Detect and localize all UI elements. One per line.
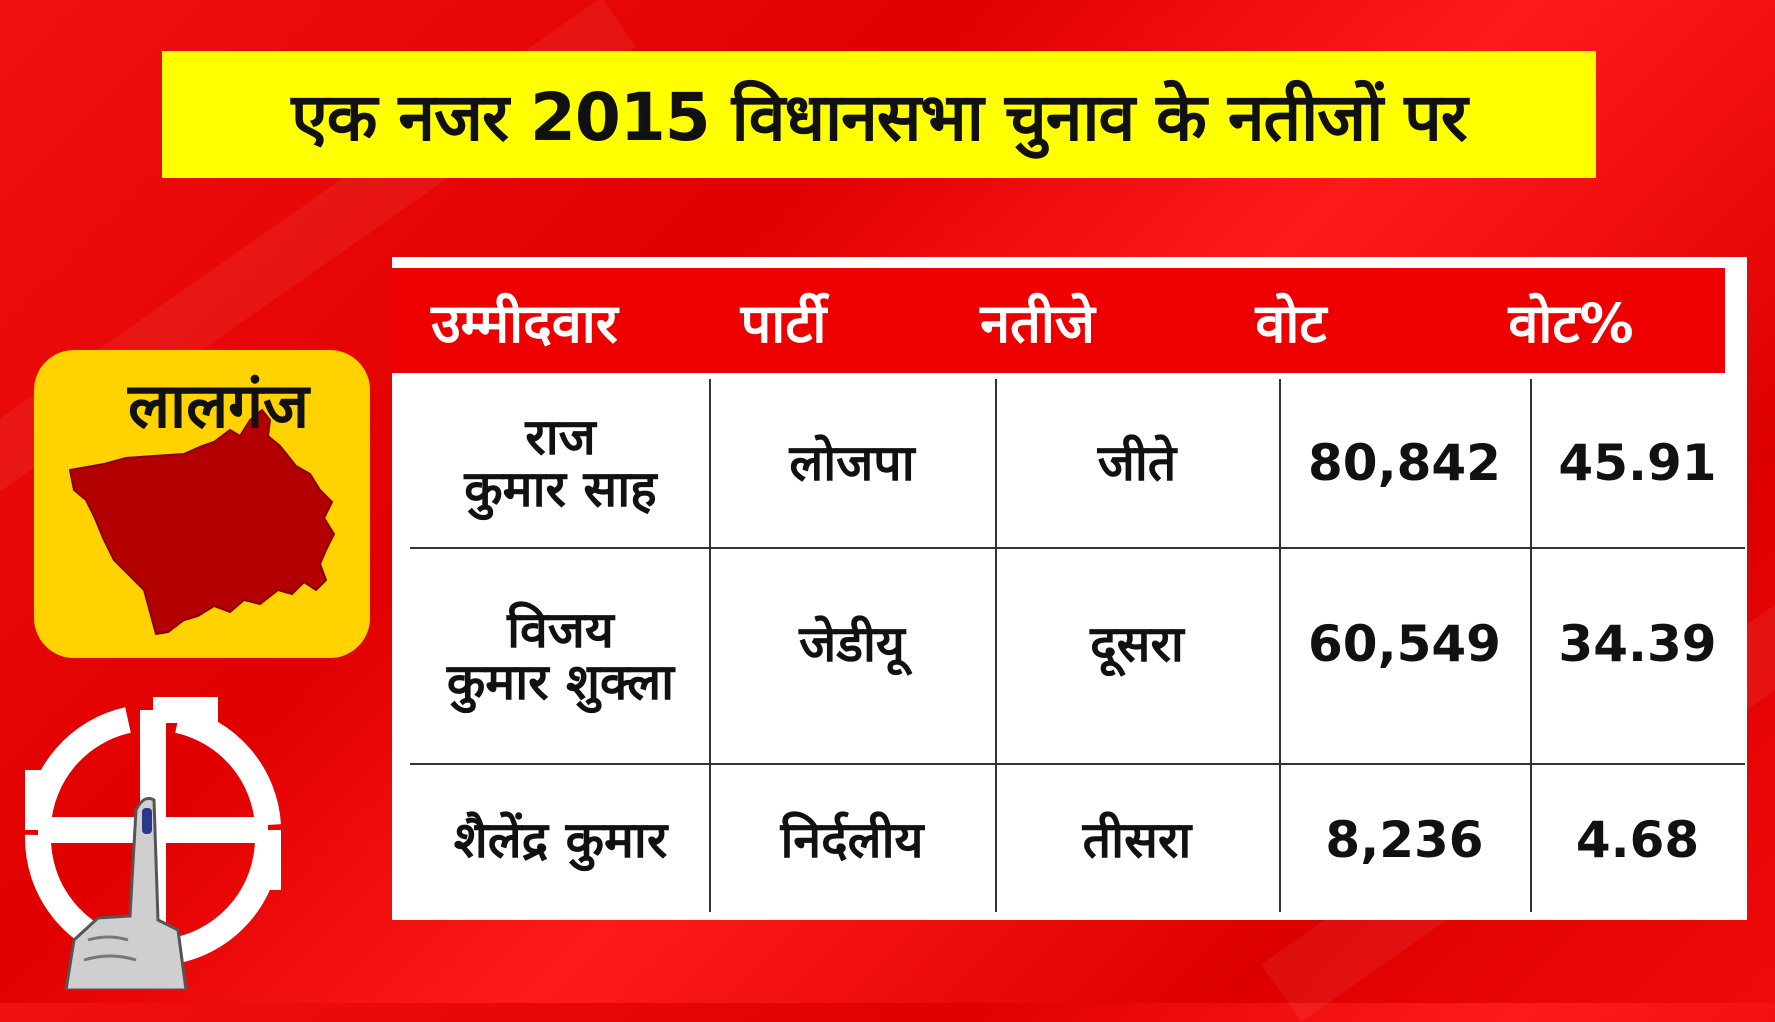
page-title: एक नजर 2015 विधानसभा चुनाव के नतीजों पर [291,78,1467,156]
candidate-name [412,765,709,915]
header-party: पार्टी [740,291,827,355]
candidate-name-line1: विजय [507,600,614,659]
header-votes: वोट [1255,291,1327,355]
votes: 60,549 [1308,614,1501,673]
header-vote-percent: वोट% [1508,291,1634,355]
candidate-name-line2: कुमार शुक्ला [446,653,675,711]
party: निर्दलीय [780,810,924,869]
candidate-name-line1: राज [525,407,596,466]
party: लोजपा [789,433,915,492]
results-table [392,257,1747,920]
result: जीते [1097,433,1177,492]
header-candidate: उम्मीदवार [431,291,618,355]
election-swastika-symbol-icon [18,690,288,990]
votes: 80,842 [1308,433,1501,492]
title-banner [162,51,1596,178]
district-box [34,350,370,658]
result: दूसरा [1090,614,1184,673]
candidate-name [412,549,709,763]
header-result: नतीजे [980,291,1095,355]
candidate-name [412,379,709,547]
candidate-name-line1: शैलेंद्र कुमार [453,810,668,869]
table-header-row [392,268,1725,373]
vote-percent: 34.39 [1558,614,1717,673]
party: जेडीयू [799,614,905,673]
vote-percent: 45.91 [1558,433,1717,492]
candidate-name-line2: कुमार साह [464,460,657,518]
votes: 8,236 [1325,810,1484,869]
vote-percent: 4.68 [1575,810,1700,869]
district-name: लालगंज [128,369,310,442]
result: तीसरा [1082,810,1192,869]
